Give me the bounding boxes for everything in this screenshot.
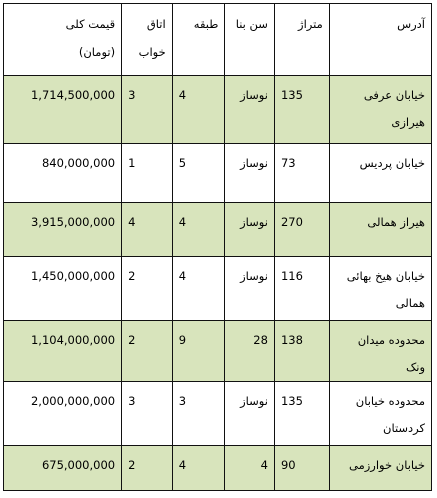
cell-price: 2,000,000,000 — [4, 382, 122, 446]
cell-age: نوساز — [225, 382, 275, 446]
header-price-unit: (تومان) — [78, 45, 116, 59]
cell-area: 73 — [274, 144, 329, 203]
cell-area: 135 — [274, 382, 329, 446]
cell-rooms: 2 — [122, 321, 173, 382]
cell-address: محدوده خیابان کردستان — [329, 382, 431, 446]
cell-rooms: 4 — [122, 203, 173, 257]
cell-age: نوساز — [225, 257, 275, 321]
cell-address: خیابان خوارزمی — [329, 446, 431, 491]
cell-price: 1,104,000,000 — [4, 321, 122, 382]
cell-age: 28 — [225, 321, 275, 382]
cell-rooms: 3 — [122, 76, 173, 144]
cell-floor: 5 — [172, 144, 225, 203]
cell-age: 4 — [225, 446, 275, 491]
table-row — [4, 203, 432, 257]
cell-area: 90 — [274, 446, 329, 491]
cell-rooms: 1 — [122, 144, 173, 203]
cell-area: 270 — [274, 203, 329, 257]
cell-address: محدوده میدان ونک — [329, 321, 431, 382]
header-rooms: اتاق خواب — [122, 4, 173, 76]
cell-floor: 4 — [172, 203, 225, 257]
cell-address: هیراز همالی — [329, 203, 431, 257]
cell-floor: 4 — [172, 446, 225, 491]
cell-price: 1,450,000,000 — [4, 257, 122, 321]
header-price — [4, 4, 122, 76]
property-listing-table — [3, 3, 432, 491]
cell-price: 840,000,000 — [4, 144, 122, 203]
cell-price: 1,714,500,000 — [4, 76, 122, 144]
cell-area: 116 — [274, 257, 329, 321]
cell-price: 3,915,000,000 — [4, 203, 122, 257]
cell-address: خیابان هیخ بهائی همالی — [329, 257, 431, 321]
table-row — [4, 144, 432, 203]
table-row — [4, 382, 432, 446]
header-age: سن بنا — [225, 4, 275, 76]
cell-rooms: 2 — [122, 257, 173, 321]
cell-floor: 3 — [172, 382, 225, 446]
cell-floor: 4 — [172, 257, 225, 321]
cell-area: 135 — [274, 76, 329, 144]
table-row — [4, 321, 432, 382]
cell-area: 138 — [274, 321, 329, 382]
cell-age: نوساز — [225, 76, 275, 144]
header-area: متراژ — [274, 4, 329, 76]
table-row — [4, 446, 432, 491]
cell-rooms: 2 — [122, 446, 173, 491]
table-body — [4, 76, 432, 491]
cell-price: 675,000,000 — [4, 446, 122, 491]
cell-rooms: 3 — [122, 382, 173, 446]
table-row — [4, 76, 432, 144]
table-header-row — [4, 4, 432, 76]
table-row — [4, 257, 432, 321]
header-floor: طبقه — [172, 4, 225, 76]
header-address: آدرس — [329, 4, 431, 76]
cell-age: نوساز — [225, 144, 275, 203]
cell-age: نوساز — [225, 203, 275, 257]
header-price-title: قیمت کلی — [65, 17, 116, 31]
cell-floor: 9 — [172, 321, 225, 382]
cell-address: خیابان پردیس — [329, 144, 431, 203]
cell-floor: 4 — [172, 76, 225, 144]
cell-address: خیابان عرفی هیرازی — [329, 76, 431, 144]
